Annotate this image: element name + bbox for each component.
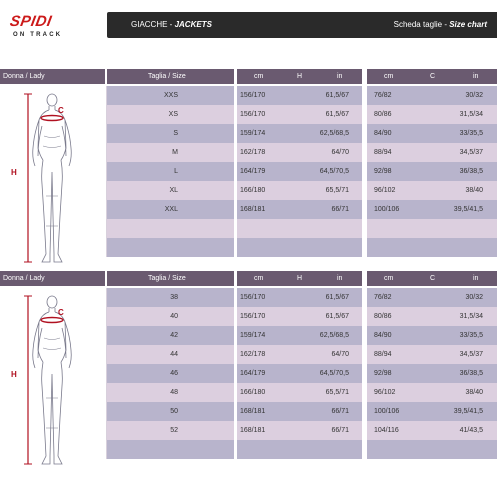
height-in-value: 64/70 — [331, 149, 349, 156]
chest-cm-value: 96/102 — [374, 187, 396, 194]
size-value: 42 — [170, 332, 178, 339]
chest-cm-value: 76/82 — [374, 92, 392, 99]
chest-cell — [367, 162, 497, 181]
size-header-label: Taglia / Size — [148, 73, 186, 80]
size-header — [107, 271, 234, 286]
figure-head — [47, 296, 57, 308]
size-chart-title — [394, 20, 487, 29]
height-header — [237, 271, 362, 286]
height-header-in: in — [337, 73, 343, 80]
chest-cell — [367, 143, 497, 162]
chest-cell — [367, 383, 497, 402]
chest-cell — [367, 402, 497, 421]
title-bar — [107, 12, 497, 38]
height-cell — [237, 307, 362, 326]
height-cm-value: 168/181 — [240, 427, 266, 434]
chest-measure-ring — [41, 116, 63, 121]
chest-header — [367, 271, 497, 286]
height-header — [237, 69, 362, 84]
height-cell — [237, 86, 362, 105]
chest-in-value: 39,5/41,5 — [453, 206, 483, 213]
height-cell — [237, 421, 362, 440]
figure-header-label: Donna / Lady — [3, 73, 45, 80]
height-marker-label: H — [11, 370, 17, 379]
chest-cm-value: 80/86 — [374, 111, 392, 118]
height-cm-value: 162/178 — [240, 149, 266, 156]
height-header-cm: cm — [254, 275, 264, 282]
chest-cell — [367, 238, 497, 257]
size-cell — [107, 345, 234, 364]
size-value: 44 — [170, 351, 178, 358]
chest-cell — [367, 86, 497, 105]
figure-header — [0, 69, 105, 84]
figure-outline — [33, 94, 72, 262]
chest-marker-label: C — [58, 106, 64, 115]
height-cell — [237, 238, 362, 257]
height-header-in: in — [337, 275, 343, 282]
height-header-mid: H — [297, 73, 303, 80]
chest-cm-value: 84/90 — [374, 130, 392, 137]
chest-header-in: in — [473, 275, 479, 282]
height-cm-value: 164/179 — [240, 168, 266, 175]
chest-in-value: 30/32 — [465, 92, 483, 99]
body-figure-drawing — [8, 86, 98, 266]
chest-header-cm: cm — [384, 275, 394, 282]
chest-cell — [367, 219, 497, 238]
figure-inner-legs — [50, 374, 54, 456]
top-header — [0, 0, 497, 48]
body-figure-drawing — [8, 288, 98, 468]
logo-wordmark: SPIDI — [8, 13, 54, 30]
size-value: 40 — [170, 313, 178, 320]
chest-measure-ring — [41, 318, 63, 323]
chest-in-value: 33/35,5 — [459, 332, 483, 339]
chest-in-value: 38/40 — [465, 187, 483, 194]
size-value: XS — [168, 111, 178, 118]
height-in-value: 66/71 — [331, 206, 349, 213]
height-cm-value: 156/170 — [240, 294, 266, 301]
size-value: 38 — [170, 294, 178, 301]
category-title-plain: GIACCHE - — [131, 20, 175, 29]
figure-header — [0, 271, 105, 286]
height-in-value: 61,5/67 — [325, 111, 349, 118]
chest-cm-value: 100/106 — [374, 206, 400, 213]
brand-logo — [0, 0, 107, 48]
height-in-value: 66/71 — [331, 408, 349, 415]
chest-in-value: 31,5/34 — [459, 111, 483, 118]
chest-cm-value: 100/106 — [374, 408, 400, 415]
height-cell — [237, 143, 362, 162]
size-cell — [107, 326, 234, 345]
height-cell — [237, 124, 362, 143]
size-cell — [107, 383, 234, 402]
figure-neck — [49, 308, 55, 312]
height-in-value: 64,5/70,5 — [319, 370, 349, 377]
height-cm-value: 164/179 — [240, 370, 266, 377]
chest-cell — [367, 364, 497, 383]
height-cm-value: 162/178 — [240, 351, 266, 358]
chest-cell — [367, 288, 497, 307]
chest-cell — [367, 181, 497, 200]
chest-in-value: 31,5/34 — [459, 313, 483, 320]
chest-header — [367, 69, 497, 84]
size-cell — [107, 421, 234, 440]
height-cm-value: 159/174 — [240, 130, 266, 137]
height-cell — [237, 440, 362, 459]
figure-inner-arms — [38, 126, 66, 156]
height-in-value: 62,5/68,5 — [319, 332, 349, 339]
logo-tagline: ON TRACK — [13, 32, 63, 38]
size-cell — [107, 364, 234, 383]
height-cell — [237, 200, 362, 219]
height-in-value: 61,5/67 — [325, 294, 349, 301]
height-cell — [237, 326, 362, 345]
height-cell — [237, 219, 362, 238]
height-in-value: 61,5/67 — [325, 313, 349, 320]
chest-header-mid: C — [430, 73, 436, 80]
chest-cell — [367, 105, 497, 124]
chest-cm-value: 76/82 — [374, 294, 392, 301]
size-header — [107, 69, 234, 84]
figure-neck — [49, 106, 55, 110]
height-cm-value: 166/180 — [240, 187, 266, 194]
size-cell — [107, 238, 234, 257]
height-cell — [237, 364, 362, 383]
size-value: M — [172, 149, 178, 156]
size-cell — [107, 143, 234, 162]
chest-header-mid: C — [430, 275, 436, 282]
chest-in-value: 39,5/41,5 — [453, 408, 483, 415]
height-cm-value: 159/174 — [240, 332, 266, 339]
size-value: 52 — [170, 427, 178, 434]
height-in-value: 65,5/71 — [325, 187, 349, 194]
height-header-mid: H — [297, 275, 303, 282]
height-cell — [237, 105, 362, 124]
height-cm-value: 168/181 — [240, 408, 266, 415]
size-chart-title-plain: Scheda taglie - — [393, 20, 450, 29]
chest-cell — [367, 124, 497, 143]
height-cm-value: 156/170 — [240, 313, 266, 320]
body-figure — [0, 288, 107, 459]
chest-cell — [367, 440, 497, 459]
size-header-label: Taglia / Size — [148, 275, 186, 282]
chest-in-value: 33/35,5 — [459, 130, 483, 137]
size-value: XXL — [164, 206, 178, 213]
size-value: 46 — [170, 370, 178, 377]
category-title-italic: JACKETS — [174, 20, 212, 29]
size-cell — [107, 162, 234, 181]
height-cell — [237, 181, 362, 200]
chest-marker-label: C — [58, 308, 64, 317]
chest-cell — [367, 345, 497, 364]
chest-cm-value: 80/86 — [374, 313, 392, 320]
size-table — [0, 271, 497, 459]
size-value: L — [174, 168, 178, 175]
body-figure — [0, 86, 107, 257]
chest-in-value: 36/38,5 — [459, 168, 483, 175]
height-cm-value: 168/181 — [240, 206, 266, 213]
figure-inner-arms — [38, 328, 66, 358]
chest-cm-value: 92/98 — [374, 370, 392, 377]
chest-in-value: 30/32 — [465, 294, 483, 301]
size-cell — [107, 402, 234, 421]
height-in-value: 65,5/71 — [325, 389, 349, 396]
chest-in-value: 41/43,5 — [459, 427, 483, 434]
chest-in-value: 34,5/37 — [459, 149, 483, 156]
height-in-value: 64/70 — [331, 351, 349, 358]
size-cell — [107, 124, 234, 143]
height-in-value: 61,5/67 — [325, 92, 349, 99]
chest-cm-value: 96/102 — [374, 389, 396, 396]
size-value: XL — [169, 187, 178, 194]
category-title — [131, 20, 212, 29]
size-value: S — [173, 130, 178, 137]
height-marker-label: H — [11, 168, 17, 177]
height-in-value: 64,5/70,5 — [319, 168, 349, 175]
size-cell — [107, 307, 234, 326]
height-cell — [237, 288, 362, 307]
chest-cm-value: 92/98 — [374, 168, 392, 175]
size-cell — [107, 440, 234, 459]
height-cell — [237, 345, 362, 364]
height-in-value: 62,5/68,5 — [319, 130, 349, 137]
height-header-cm: cm — [254, 73, 264, 80]
chest-cell — [367, 200, 497, 219]
chest-cm-value: 88/94 — [374, 351, 392, 358]
chest-cell — [367, 326, 497, 345]
chest-cell — [367, 307, 497, 326]
height-cm-value: 156/170 — [240, 111, 266, 118]
chest-in-value: 36/38,5 — [459, 370, 483, 377]
size-value: 50 — [170, 408, 178, 415]
size-cell — [107, 181, 234, 200]
size-cell — [107, 200, 234, 219]
size-cell — [107, 86, 234, 105]
chest-cm-value: 84/90 — [374, 332, 392, 339]
size-value: 48 — [170, 389, 178, 396]
size-value: XXS — [163, 92, 178, 99]
size-cell — [107, 219, 234, 238]
figure-inner-legs — [50, 172, 54, 254]
size-cell — [107, 288, 234, 307]
height-cell — [237, 162, 362, 181]
figure-header-label: Donna / Lady — [3, 275, 45, 282]
chest-header-cm: cm — [384, 73, 394, 80]
size-chart-title-italic: Size chart — [449, 20, 487, 29]
height-cm-value: 156/170 — [240, 92, 266, 99]
height-cell — [237, 402, 362, 421]
chest-in-value: 38/40 — [465, 389, 483, 396]
size-cell — [107, 105, 234, 124]
size-table — [0, 69, 497, 257]
chest-cell — [367, 421, 497, 440]
chest-header-in: in — [473, 73, 479, 80]
height-cm-value: 166/180 — [240, 389, 266, 396]
chest-in-value: 34,5/37 — [459, 351, 483, 358]
figure-outline — [33, 296, 72, 464]
figure-head — [47, 94, 57, 106]
height-in-value: 66/71 — [331, 427, 349, 434]
chest-cm-value: 88/94 — [374, 149, 392, 156]
chest-cm-value: 104/116 — [374, 427, 399, 434]
height-cell — [237, 383, 362, 402]
